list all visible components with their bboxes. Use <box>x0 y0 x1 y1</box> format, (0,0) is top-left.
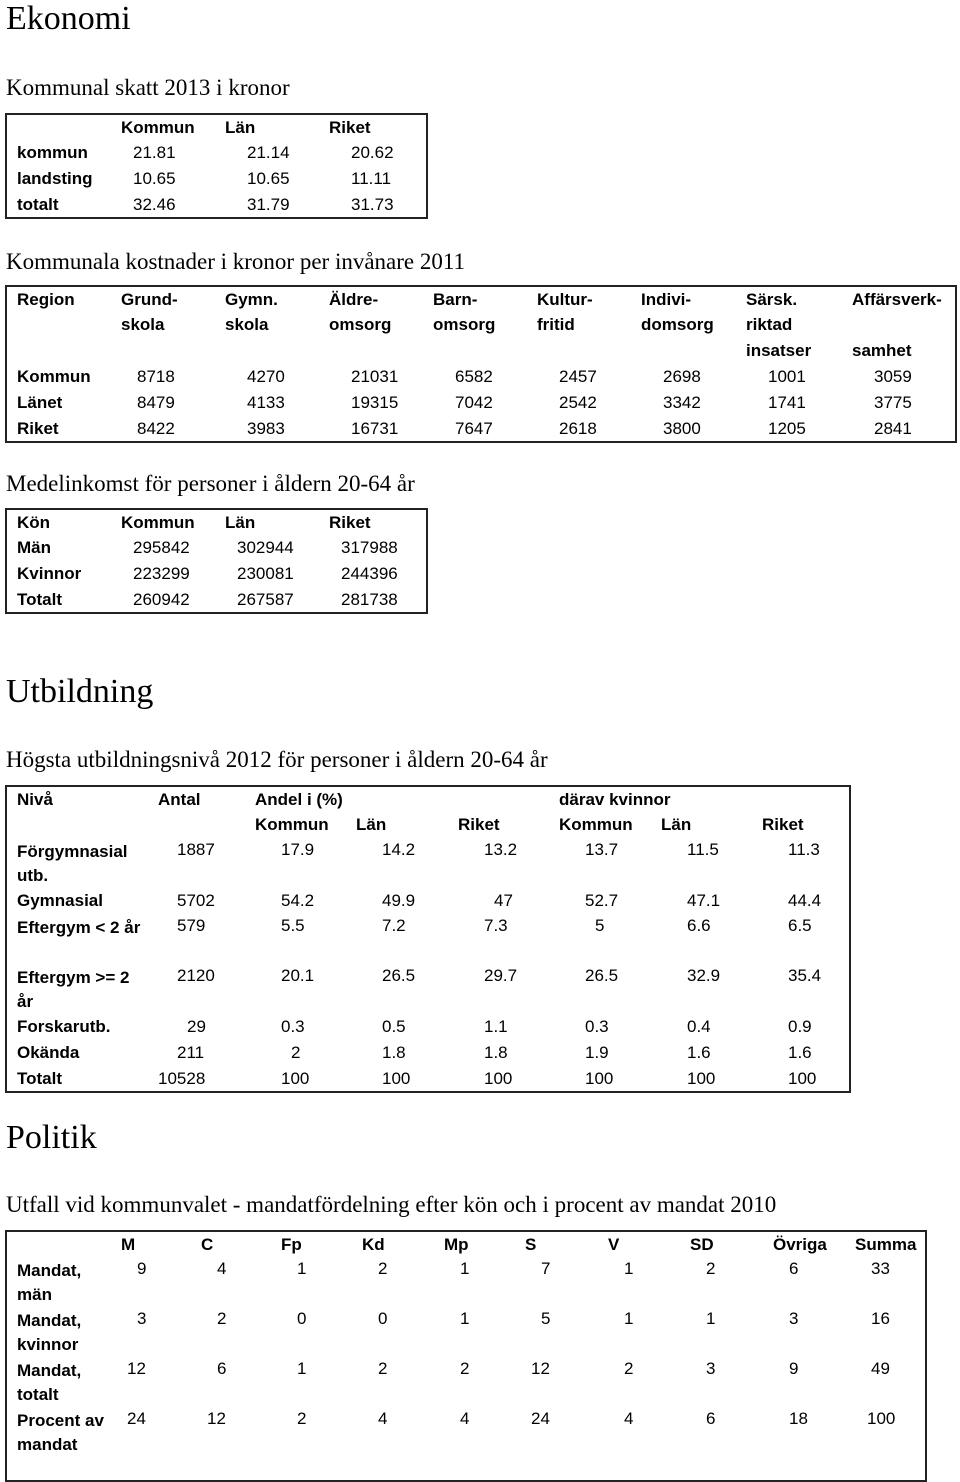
cell: 16 <box>871 1309 890 1328</box>
cell: 1741 <box>768 393 806 412</box>
header-cell: V <box>608 1234 620 1254</box>
table-row <box>6 914 850 964</box>
header-cell: skola <box>225 315 269 334</box>
row-label: Förgymnasial utb. <box>17 842 128 885</box>
header-cell: Indivi- <box>641 289 692 309</box>
row-label: landsting <box>17 169 93 188</box>
header-cell: Nivå <box>17 789 53 809</box>
cell: 260942 <box>133 589 190 609</box>
cell: 267587 <box>237 589 294 609</box>
cell: 3059 <box>874 367 912 386</box>
cell: 223299 <box>133 564 190 583</box>
table-row <box>6 1257 926 1307</box>
header-cell: Antal <box>158 789 201 809</box>
header-cell <box>6 312 111 338</box>
table-row <box>6 888 850 914</box>
cell: 13.2 <box>484 840 518 859</box>
cell: 2618 <box>559 418 597 438</box>
cell: 295842 <box>133 538 190 557</box>
cell: 4 <box>378 1409 388 1428</box>
cell: 579 <box>177 916 206 935</box>
header-cell: samhet <box>852 341 912 360</box>
table-row <box>6 364 956 390</box>
cell: 13.7 <box>585 840 619 859</box>
cell: 7647 <box>455 418 493 438</box>
cell: 6.6 <box>687 916 711 935</box>
heading-ekonomi: Ekonomi <box>6 0 131 37</box>
cell: 3 <box>137 1309 147 1328</box>
header-cell: insatser <box>746 341 812 360</box>
table-medelinkomst <box>5 508 428 614</box>
cell: 0.3 <box>281 1017 305 1036</box>
cell: 11.3 <box>788 840 820 859</box>
header-cell: Kommun <box>255 815 329 834</box>
cell: 302944 <box>237 538 294 557</box>
table-row <box>6 390 956 416</box>
cell: 100 <box>867 1409 896 1428</box>
cell: 18 <box>789 1409 808 1428</box>
cell: 1.8 <box>484 1043 508 1062</box>
cell: 19315 <box>351 393 399 412</box>
table-header-row <box>6 812 850 838</box>
cell: 7 <box>541 1259 551 1278</box>
cell: 2 <box>217 1309 227 1328</box>
cell: 21031 <box>351 367 399 386</box>
cell: 4 <box>624 1409 634 1428</box>
cell: 100 <box>788 1068 817 1088</box>
header-cell: C <box>201 1234 214 1254</box>
header-cell <box>842 312 956 338</box>
cell: 1.8 <box>382 1043 406 1062</box>
row-label: Riket <box>17 418 59 438</box>
heading-politik: Politik <box>6 1119 97 1156</box>
cell: 4270 <box>247 367 285 386</box>
table-header-row <box>6 786 850 812</box>
cell: 24 <box>127 1409 146 1428</box>
cell: 9 <box>137 1259 147 1278</box>
cell: 6582 <box>455 367 493 386</box>
table-row <box>6 587 427 613</box>
header-cell: Län <box>225 512 256 532</box>
table-row <box>6 535 427 561</box>
table-kommunala-kostnader <box>5 285 957 443</box>
cell: 14.2 <box>382 840 416 859</box>
cell: 1 <box>624 1309 634 1328</box>
cell: 4 <box>217 1259 227 1278</box>
row-label: Okända <box>17 1043 80 1062</box>
header-cell: Riket <box>762 815 804 834</box>
cell: 1.6 <box>687 1043 711 1062</box>
header-cell <box>6 114 111 140</box>
cell: 3983 <box>247 418 285 438</box>
header-cell: Kön <box>17 512 51 532</box>
header-cell: Kommun <box>559 815 633 834</box>
cell: 9 <box>789 1359 799 1378</box>
cell: 20.1 <box>281 966 315 985</box>
table-header-row <box>6 286 956 312</box>
cell: 5 <box>595 916 605 935</box>
header-cell: Affärsverk- <box>852 289 942 309</box>
header-cell: Riket <box>458 815 500 834</box>
cell: 3342 <box>663 393 701 412</box>
cell: 2698 <box>663 367 701 386</box>
cell: 26.5 <box>585 966 619 985</box>
header-cell: domsorg <box>641 315 714 334</box>
cell: 7.3 <box>484 916 508 935</box>
cell: 2 <box>291 1043 301 1062</box>
header-cell: Mp <box>444 1234 469 1254</box>
table-header-row <box>6 1231 926 1257</box>
header-cell: Fp <box>281 1234 302 1254</box>
cell: 5702 <box>177 891 215 910</box>
cell: 100 <box>281 1068 310 1088</box>
table-row <box>6 166 427 192</box>
cell: 7.2 <box>382 916 406 935</box>
cell: 0.4 <box>687 1017 711 1036</box>
header-cell: SD <box>690 1234 714 1254</box>
header-cell: riktad <box>746 315 793 334</box>
cell: 8479 <box>137 393 175 412</box>
row-label: kommun <box>17 143 88 162</box>
cell: 230081 <box>237 564 294 583</box>
cell: 1 <box>706 1309 716 1328</box>
cell: 17.9 <box>281 840 315 859</box>
table-row <box>6 192 427 218</box>
table-row <box>6 1040 850 1066</box>
cell: 16731 <box>351 418 399 438</box>
cell: 0.9 <box>788 1017 812 1036</box>
cell: 2 <box>378 1259 388 1278</box>
header-cell: Summa <box>855 1234 917 1254</box>
cell: 211 <box>177 1043 205 1062</box>
cell: 1 <box>624 1259 634 1278</box>
cell: 21.14 <box>247 143 290 162</box>
cell: 11.11 <box>351 169 392 188</box>
cell: 35.4 <box>788 966 822 985</box>
row-label: Mandat, kvinnor <box>17 1311 82 1354</box>
table-header-row <box>6 509 427 535</box>
row-label: Forskarutb. <box>17 1017 111 1036</box>
cell: 12 <box>127 1359 146 1378</box>
row-label: Totalt <box>17 1068 63 1088</box>
cell: 2841 <box>874 418 912 438</box>
cell: 11.5 <box>687 840 719 859</box>
header-cell: Län <box>225 117 256 137</box>
cell: 2542 <box>559 393 597 412</box>
cell: 12 <box>531 1359 550 1378</box>
table-row <box>6 1407 926 1481</box>
cell: 100 <box>382 1068 411 1088</box>
row-label: Kvinnor <box>17 564 82 583</box>
cell: 29 <box>187 1017 206 1036</box>
table-row <box>6 1066 850 1092</box>
cell: 244396 <box>341 564 398 583</box>
header-cell: Gymn. <box>225 289 278 309</box>
cell: 2 <box>624 1359 634 1378</box>
cell: 3800 <box>663 418 701 438</box>
row-label: Eftergym < 2 år <box>17 918 141 937</box>
title-kommunala-kostnader: Kommunala kostnader i kronor per invånare 2011 <box>6 249 466 274</box>
header-cell: skola <box>121 315 165 334</box>
cell: 2 <box>297 1409 307 1428</box>
cell: 2120 <box>177 966 215 985</box>
cell: 4133 <box>247 393 285 412</box>
row-label: Mandat, män <box>17 1261 82 1304</box>
cell: 6 <box>217 1359 227 1378</box>
header-cell: S <box>525 1234 537 1254</box>
cell: 1.6 <box>788 1043 812 1062</box>
cell: 1001 <box>768 367 806 386</box>
header-cell: Kommun <box>121 512 195 532</box>
title-utbildningsniva: Högsta utbildningsnivå 2012 för personer i åldern 20-64 år <box>6 747 548 772</box>
table-row <box>6 1307 926 1357</box>
cell: 12 <box>207 1409 226 1428</box>
cell: 1.9 <box>585 1043 609 1062</box>
cell: 2 <box>706 1259 716 1278</box>
cell: 31.79 <box>247 194 290 214</box>
title-medelinkomst: Medelinkomst för personer i åldern 20-64 år <box>6 471 415 496</box>
cell: 54.2 <box>281 891 315 910</box>
cell: 8718 <box>137 367 175 386</box>
cell: 0 <box>378 1309 388 1328</box>
cell: 1 <box>460 1309 470 1328</box>
header-cell: fritid <box>537 315 575 334</box>
cell: 2 <box>378 1359 388 1378</box>
header-cell: Riket <box>329 512 371 532</box>
header-cell: Övriga <box>773 1234 827 1254</box>
table-header-row <box>6 114 427 140</box>
cell: 24 <box>531 1409 550 1428</box>
table-row <box>6 1357 926 1407</box>
header-cell: Kultur- <box>537 289 593 309</box>
cell: 4 <box>460 1409 470 1428</box>
header-cell: M <box>121 1234 136 1254</box>
cell: 31.73 <box>351 194 394 214</box>
cell: 100 <box>687 1068 716 1088</box>
header-cell: Kd <box>362 1234 385 1254</box>
cell: 5 <box>541 1309 551 1328</box>
header-cell: Region <box>17 289 75 309</box>
cell: 20.62 <box>351 143 394 162</box>
cell: 6 <box>706 1409 716 1428</box>
table-kommunal-skatt <box>5 113 428 219</box>
cell: 2 <box>460 1359 470 1378</box>
cell: 10.65 <box>133 169 176 188</box>
table-row <box>6 561 427 587</box>
cell: 0.5 <box>382 1017 406 1036</box>
cell: 3 <box>706 1359 716 1378</box>
title-kommunal-skatt: Kommunal skatt 2013 i kronor <box>6 75 290 100</box>
table-row <box>6 838 850 888</box>
row-label: Gymnasial <box>17 891 103 910</box>
cell: 5.5 <box>281 916 305 935</box>
table-row <box>6 964 850 1014</box>
table-header-row <box>6 312 956 338</box>
header-cell: Andel i (%) <box>255 789 343 809</box>
cell: 33 <box>871 1259 890 1278</box>
cell: 6 <box>789 1259 799 1278</box>
cell: 29.7 <box>484 966 518 985</box>
cell: 3 <box>789 1309 799 1328</box>
cell: 32.9 <box>687 966 721 985</box>
cell: 100 <box>484 1068 513 1088</box>
row-label: Totalt <box>17 589 63 609</box>
table-mandatfordelning <box>5 1230 927 1482</box>
row-label: Eftergym >= 2 år <box>17 968 130 1011</box>
cell: 3775 <box>874 393 912 412</box>
header-cell: därav kvinnor <box>559 789 671 809</box>
header-cell <box>6 1231 111 1257</box>
cell: 1 <box>297 1359 307 1378</box>
cell: 21.81 <box>133 143 176 162</box>
cell: 32.46 <box>133 194 176 214</box>
cell: 52.7 <box>585 891 619 910</box>
row-label: Procent av mandat <box>17 1411 104 1454</box>
cell: 8422 <box>137 418 175 438</box>
cell: 281738 <box>341 589 398 609</box>
title-kommunvalet: Utfall vid kommunvalet - mandatfördelning efter kön och i procent av mandat 2010 <box>6 1192 777 1217</box>
cell: 1 <box>460 1259 470 1278</box>
cell: 1205 <box>768 418 806 438</box>
row-label: Mandat, totalt <box>17 1361 82 1404</box>
cell: 2457 <box>559 367 597 386</box>
table-row <box>6 1014 850 1040</box>
cell: 7042 <box>455 393 493 412</box>
header-cell: Barn- <box>433 289 478 309</box>
cell: 0.3 <box>585 1017 609 1036</box>
table-header-row <box>6 338 956 364</box>
cell: 44.4 <box>788 891 822 910</box>
table-row <box>6 416 956 442</box>
cell: 100 <box>585 1068 614 1088</box>
cell: 1.1 <box>484 1017 508 1036</box>
header-cell: Riket <box>329 117 371 137</box>
cell: 1 <box>297 1259 307 1278</box>
cell: 49.9 <box>382 891 416 910</box>
header-cell: omsorg <box>433 315 496 334</box>
table-utbildningsniva <box>5 785 851 1093</box>
header-cell: Kommun <box>121 117 195 137</box>
cell: 10.65 <box>247 169 290 188</box>
cell: 47.1 <box>687 891 721 910</box>
cell: 26.5 <box>382 966 416 985</box>
header-cell: Särsk. <box>746 289 798 309</box>
row-label: Kommun <box>17 367 91 386</box>
header-cell: Län <box>356 815 387 834</box>
cell: 10528 <box>158 1068 206 1088</box>
row-label: Länet <box>17 393 63 412</box>
table-row <box>6 140 427 166</box>
header-cell: Län <box>661 815 692 834</box>
cell: 49 <box>871 1359 890 1378</box>
cell: 1887 <box>177 840 215 859</box>
cell: 317988 <box>341 538 398 557</box>
header-cell: Grund- <box>121 289 178 309</box>
heading-utbildning: Utbildning <box>6 673 154 710</box>
header-cell: omsorg <box>329 315 392 334</box>
row-label: Män <box>17 538 51 557</box>
cell: 6.5 <box>788 916 812 935</box>
row-label: totalt <box>17 194 59 214</box>
cell: 0 <box>297 1309 307 1328</box>
header-cell: Äldre- <box>329 289 379 309</box>
cell: 47 <box>494 891 513 910</box>
